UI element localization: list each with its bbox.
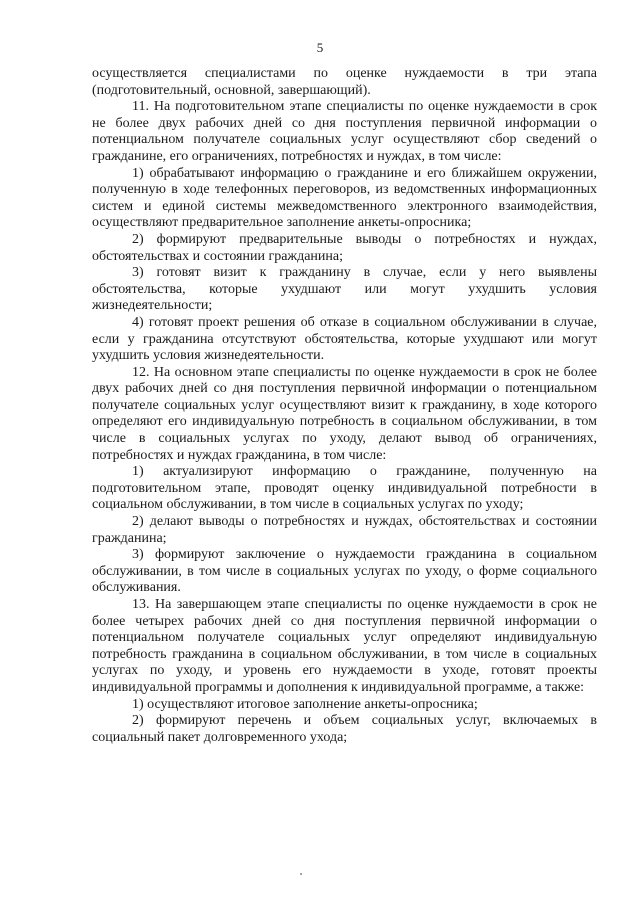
paragraph-item-11: 11. На подготовительном этапе специалисты по оценке нуждаемости в срок не более двух рабочих дней со дня поступления первичной информации о потенциальном получателе социальных услуг осуществляют сбор сведений о гражданине, его ограничениях, потребностях и нуждах, в том числе: (92, 99, 597, 164)
paragraph-item-11-1: 1) обрабатывают информацию о гражданине и его ближайшем окружении, полученную в ходе телефонных переговоров, из ведомственных информационных систем и единой системы межведомственного электронного взаимодействия, осуществляют предварительное заполнение анкеты-опросника; (92, 165, 597, 231)
page-number: 5 (316, 40, 324, 55)
paragraph-item-11-2: 2) формируют предварительные выводы о потребностях и нуждах, обстоятельствах и состоянии гражданина; (92, 231, 597, 264)
paragraph-item-12-1: 1) актуализируют информацию о гражданине, полученную на подготовительном этапе, проводят оценку индивидуальной потребности в социальном обслуживании, в том числе в социальных услугах по уходу; (92, 464, 597, 513)
paragraph-item-12-3: 3) формируют заключение о нуждаемости гражданина в социальном обслуживании, в том числе в социальных услугах по уходу, о форме социального обслуживания. (92, 547, 597, 596)
paragraph-item-13-1: 1) осуществляют итоговое заполнение анкеты-опросника; (132, 696, 478, 712)
paragraph-item-11-4: 4) готовят проект решения об отказе в социальном обслуживании в случае, если у гражданина отсутствуют обстоятельства, которые ухудшают или могут ухудшить условия жизнедеятельности. (92, 314, 597, 364)
document-body (92, 66, 597, 746)
scan-artifact-dot (300, 873, 302, 875)
paragraph-item-13: 13. На завершающем этапе специалисты по оценке нуждаемости в срок не более четырех рабочих дней со дня поступления первичной информации о потенциальном получателе социальных услуг определяют индивидуальную потребность гражданина в социальном обслуживании, в том числе в социальных услугах по уходу, и уровень его нуждаемости в уходе, готовят проекты индивидуальной программы и дополнения к индивидуальной программе, а также: (92, 597, 597, 695)
paragraph-item-11-3: 3) готовят визит к гражданину в случае, если у него выявлены обстоятельства, которые ухудшают или могут ухудшить условия жизнедеятельности; (92, 265, 597, 314)
paragraph-item-13-2: 2) формируют перечень и объем социальных услуг, включаемых в социальный пакет долговременного ухода; (92, 713, 597, 745)
paragraph-intro-continuation: осуществляется специалистами по оценке нуждаемости в три этапа (подготовительный, основной, завершающий). (92, 66, 597, 98)
paragraph-item-12: 12. На основном этапе специалисты по оценке нуждаемости в срок не более двух рабочих дней со дня поступления первичной информации о потенциальном получателе социальных услуг осуществляют визит к гражданину, в ходе которого определяют его индивидуальную потребность в социальном обслуживании, в том числе в социальных услугах по уходу, делают вывод об ограничениях, потребностях и нуждах гражданина, в том числе: (92, 364, 597, 463)
paragraph-item-12-2: 2) делают выводы о потребностях и нуждах, обстоятельствах и состоянии гражданина; (92, 514, 597, 546)
